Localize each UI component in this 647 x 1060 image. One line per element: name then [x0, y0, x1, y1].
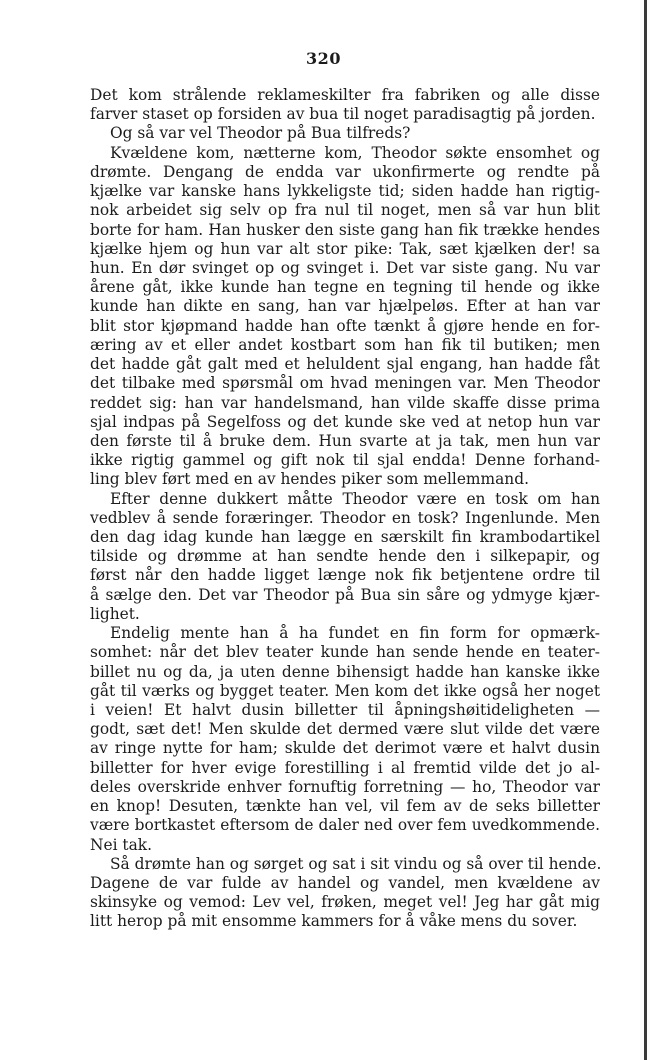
text-line: skinsyke og vemod: Lev vel, frøken, meget vel! Jeg har gåt mig: [90, 893, 600, 912]
text-line: Så drømte han og sørget og sat i sit vindu og så over til hende.: [110, 854, 602, 873]
text-line: den dag idag kunde han lægge en særskilt fin krambodartikel: [90, 528, 600, 547]
text-line: somhet: når det blev teater kunde han sende hende en teater-: [90, 643, 600, 662]
text-line: deles overskride enhver fornuftig forretning — ho, Theodor var: [90, 777, 600, 796]
text-line: Det kom strålende reklameskilter fra fabriken og alle disse: [90, 86, 600, 104]
text-line: Og så var vel Theodor på Bua tilfreds?: [110, 124, 411, 143]
text-line: gåt til værks og bygget teater. Men kom det ikke også her noget: [90, 681, 600, 700]
text-line: Dagene de var fulde av handel og vandel, men kvældene av: [90, 873, 600, 892]
page-number: 320: [306, 49, 341, 68]
text-line: reddet sig: han var handelsmand, han vilde skaffe disse prima: [90, 393, 600, 412]
paragraph: [90, 144, 600, 490]
text-line: drømte. Dengang de endda var ukonfirmerte og rendte på: [90, 162, 600, 181]
text-line: den første til å bruke dem. Hun svarte at ja tak, men hun var: [90, 431, 600, 450]
text-line: nok arbeidet sig selv op fra nul til noget, men så var hun blit: [90, 201, 600, 220]
text-line: sjal indpas på Segelfoss og det kunde ske ved at netop hun var: [90, 412, 600, 431]
paragraph: [90, 624, 600, 855]
text-line: tilside og drømme at han sendte hende den i silkepapir, og: [90, 547, 600, 566]
text-line: først når den hadde ligget længe nok fik betjentene ordre til: [90, 566, 600, 585]
text-line: hun. En dør svinget op og svinget i. Det var siste gang. Nu var: [90, 258, 600, 277]
text-line: æring av et eller andet kostbart som han fik til butiken; men: [90, 335, 600, 354]
text-line: lighet.: [90, 604, 140, 623]
text-line: av ringe nytte for ham; skulde det derimot være et halvt dusin: [90, 739, 600, 758]
text-line: en knop! Desuten, tænkte han vel, vil fem av de seks billetter: [90, 797, 600, 816]
text-line: kjælke hjem og hun var alt stor pike: Tak, sæt kjælken der! sa: [90, 239, 600, 258]
text-line: å sælge den. Det var Theodor på Bua sin såre og ydmyge kjær-: [90, 585, 600, 604]
text-line: være bortkastet eftersom de daler ned over fem uvedkommende.: [90, 816, 600, 835]
text-line: vedblev å sende foræringer. Theodor en tosk? Ingenlunde. Men: [90, 508, 600, 527]
text-line: årene gåt, ikke kunde han tegne en tegning til hende og ikke: [90, 278, 600, 297]
text-line: kjælke var kanske hans lykkeligste tid; siden hadde han rigtig-: [90, 182, 600, 201]
text-line: det tilbake med spørsmål om hvad meningen var. Men Theodor: [90, 374, 600, 393]
paragraph: [90, 855, 600, 932]
paragraph: [90, 490, 600, 625]
text-line: godt, sæt det! Men skulde det dermed være slut vilde det være: [90, 720, 600, 739]
text-line: Efter denne dukkert måtte Theodor være en tosk om han: [110, 489, 600, 508]
text-line: ikke rigtig gammel og gift nok til sjal endda! Denne forhand-: [90, 451, 600, 470]
text-line: borte for ham. Han husker den siste gang han fik trække hendes: [90, 220, 600, 239]
text-line: det hadde gåt galt med et heluldent sjal engang, han hadde fåt: [90, 355, 600, 374]
body-text: [90, 86, 600, 932]
text-line: billetter for hver evige forestilling i al fremtid vilde det jo al-: [90, 758, 600, 777]
text-line: Nei tak.: [90, 835, 152, 854]
text-line: blit stor kjøpmand hadde han ofte tænkt å gjøre hende en for-: [90, 316, 600, 335]
text-line: litt herop på mit ensomme kammers for å våke mens du sover.: [90, 912, 578, 931]
paragraph: [90, 124, 600, 143]
text-line: farver staset op forsiden av bua til noget paradisagtig på jorden.: [90, 105, 596, 124]
text-line: Endelig mente han å ha fundet en fin form for opmærk-: [110, 624, 600, 643]
text-line: kunde han dikte en sang, han var hjælpeløs. Efter at han var: [90, 297, 600, 316]
text-line: Kvældene kom, nætterne kom, Theodor søkte ensomhet og: [110, 143, 600, 162]
text-line: billet nu og da, ja uten denne bihensigt hadde han kanske ikke: [90, 662, 600, 681]
text-line: ling blev ført med en av hendes piker som mellemmand.: [90, 470, 529, 489]
text-line: i veien! Et halvt dusin billetter til åpningshøitideligheten —: [90, 701, 600, 719]
paragraph: [90, 86, 600, 124]
